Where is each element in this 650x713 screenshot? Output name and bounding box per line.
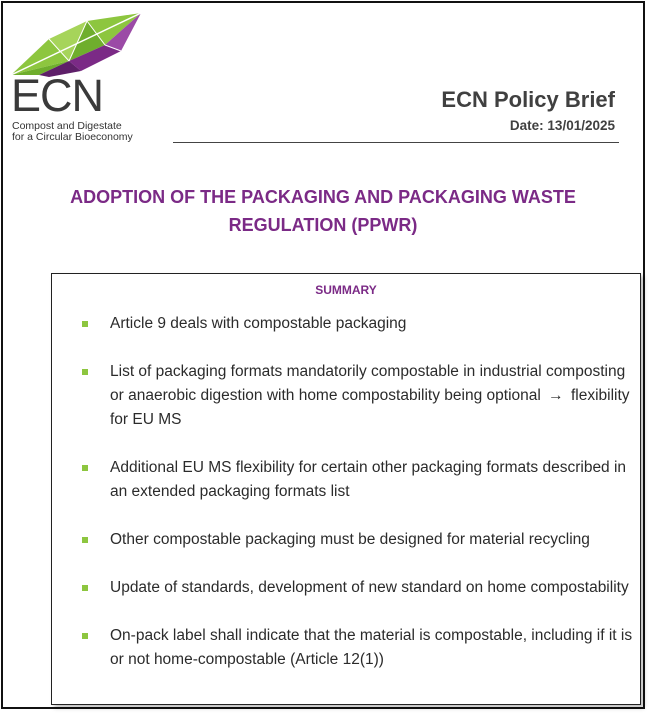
bullet-icon [82, 585, 88, 591]
list-item-text: Other compostable packaging must be designed for material recycling [110, 531, 590, 548]
summary-box [51, 273, 641, 705]
list-item [82, 528, 634, 552]
logo-tagline-line2: for a Circular Bioeconomy [12, 131, 133, 143]
bullet-icon [82, 633, 88, 639]
document-page [1, 1, 645, 709]
list-item-text: List of packaging formats mandatorily compostable in industrial composting or anaerobic digestion with home compostability being optional [110, 363, 626, 404]
document-title [43, 183, 603, 239]
list-item [82, 312, 634, 336]
list-item [82, 456, 634, 504]
bullet-icon [82, 465, 88, 471]
list-item-text: Article 9 deals with compostable packaging [110, 315, 407, 332]
list-item-text-continued: flexibility for EU MS [110, 387, 630, 428]
list-item-text: On-pack label shall indicate that the material is compostable, including if it is or not home-compostable (Article 12(1)) [110, 627, 633, 668]
list-item [82, 624, 634, 672]
leaf-icon [9, 9, 149, 79]
bullet-icon [82, 537, 88, 543]
list-item [82, 360, 634, 432]
logo-wordmark: ECN [11, 70, 104, 121]
document-title-line2: REGULATION (PPWR) [228, 215, 418, 235]
logo-tagline [12, 121, 152, 143]
arrow-right-icon: → [548, 387, 564, 404]
bullet-icon [82, 369, 88, 375]
header-divider [173, 142, 619, 143]
document-title-line1: ADOPTION OF THE PACKAGING AND PACKAGING WASTE [70, 187, 576, 207]
list-item-text: Update of standards, development of new standard on home compostability [110, 579, 629, 596]
bullet-icon [82, 321, 88, 327]
summary-list [82, 312, 634, 696]
list-item-text: Additional EU MS flexibility for certain other packaging formats described in an extended packaging formats list [110, 459, 627, 500]
logo-tagline-line1: Compost and Digestate [12, 120, 122, 132]
brief-title: ECN Policy Brief [441, 87, 615, 112]
ecn-logo [9, 9, 149, 149]
brief-date: Date: 13/01/2025 [509, 118, 615, 133]
list-item [82, 576, 634, 600]
summary-heading: SUMMARY [315, 283, 377, 297]
